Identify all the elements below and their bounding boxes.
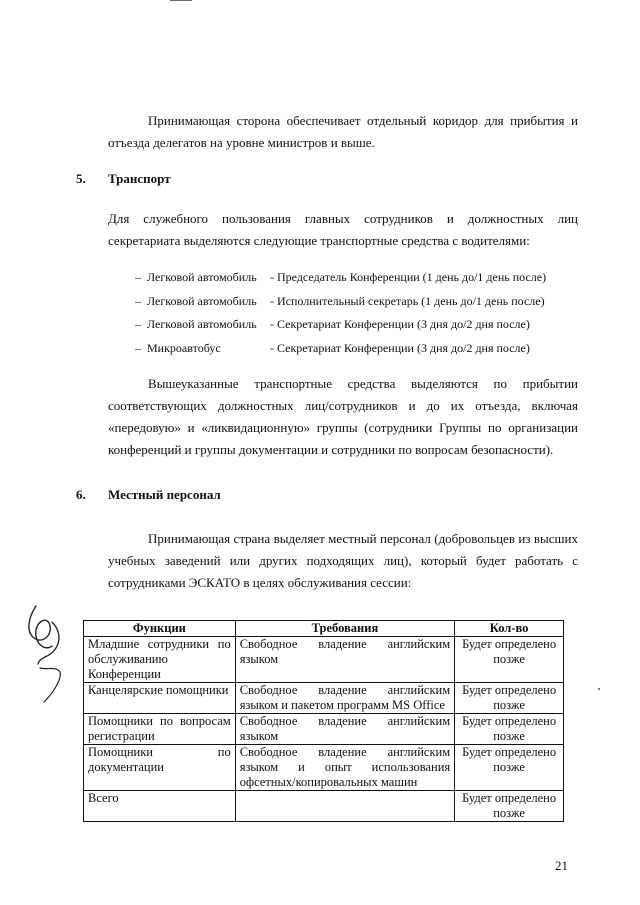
cell-requirement: Свободное владение английским языком и опыт использования офсетных/копировальных машин — [235, 745, 454, 791]
transport-intro: Для служебного пользования главных сотрудников и должностных лиц секретариата выделяются следующие транспортные средства с водителями: — [108, 211, 578, 248]
table-row — [84, 683, 564, 714]
section-6-number: 6. — [76, 487, 86, 502]
cell-function: Канцелярские помощники — [84, 683, 236, 714]
list-dash: – — [135, 293, 141, 308]
scan-speck — [598, 688, 600, 690]
cell-requirement: Свободное владение английским языком и пакетом программ MS Office — [235, 683, 454, 714]
section-5-number: 5. — [76, 171, 86, 186]
cell-quantity: Будет определено позже — [455, 745, 564, 791]
cell-function: Всего — [84, 791, 236, 822]
vehicle-purpose: - Исполнительный секретарь (1 день до/1 день после) — [270, 293, 545, 308]
cell-quantity: Будет определено позже — [455, 791, 564, 822]
handwritten-signature — [22, 598, 74, 708]
cell-quantity: Будет определено позже — [455, 637, 564, 683]
vehicle-type: Микроавтобус — [147, 340, 221, 355]
cell-quantity: Будет определено позже — [455, 683, 564, 714]
header-requirements: Требования — [235, 621, 454, 637]
intro-paragraph: Принимающая сторона обеспечивает отдельный коридор для прибытия и отъезда делегатов на уровне министров и выше. — [108, 113, 578, 150]
cell-function: Помощники по документации — [84, 745, 236, 791]
list-dash: – — [135, 270, 141, 284]
table-row — [84, 714, 564, 745]
vehicle-purpose: - Секретариат Конференции (3 дня до/2 дня после) — [270, 317, 530, 331]
cell-function: Младшие сотрудники по обслуживанию Конференции — [84, 637, 236, 683]
table-row — [84, 745, 564, 791]
cell-requirement: Свободное владение английским языком — [235, 637, 454, 683]
header-functions: Функции — [84, 621, 236, 637]
cell-requirement — [235, 791, 454, 822]
list-dash: – — [135, 317, 141, 331]
top-mark — [170, 0, 192, 1]
section-5-title: Транспорт — [108, 171, 171, 186]
staff-intro: Принимающая страна выделяет местный персонал (добровольцев из высших учебных заведений или других подходящих лиц), который будет работать с сотрудниками ЭСКАТО в целях обслуживания сессии: — [108, 531, 578, 590]
table-row — [84, 637, 564, 683]
table-row — [84, 791, 564, 822]
staff-table — [83, 620, 564, 822]
vehicle-purpose: - Председатель Конференции (1 день до/1 день после) — [270, 270, 547, 284]
cell-requirement: Свободное владение английским языком — [235, 714, 454, 745]
vehicle-purpose: - Секретариат Конференции (3 дня до/2 дня после) — [270, 340, 530, 355]
section-6-title: Местный персонал — [108, 487, 221, 502]
cell-quantity: Будет определено позже — [455, 714, 564, 745]
vehicle-type: Легковой автомобиль — [147, 317, 257, 331]
vehicle-type: Легковой автомобиль — [147, 293, 257, 308]
header-quantity: Кол-во — [455, 621, 564, 637]
cell-function: Помощники по вопросам регистрации — [84, 714, 236, 745]
transport-note: Вышеуказанные транспортные средства выделяются по прибытии соответствующих должностных лиц/сотрудников и до их отъезда, включая «передовую» и «ликвидационную» группы (сотрудники Группы по организации конференций и группы документации и сотрудники по вопросам безопасности). — [108, 376, 578, 457]
table-header-row — [84, 621, 564, 637]
list-dash: – — [135, 340, 141, 355]
page-number: 21 — [555, 858, 568, 873]
vehicle-type: Легковой автомобиль — [147, 270, 257, 284]
